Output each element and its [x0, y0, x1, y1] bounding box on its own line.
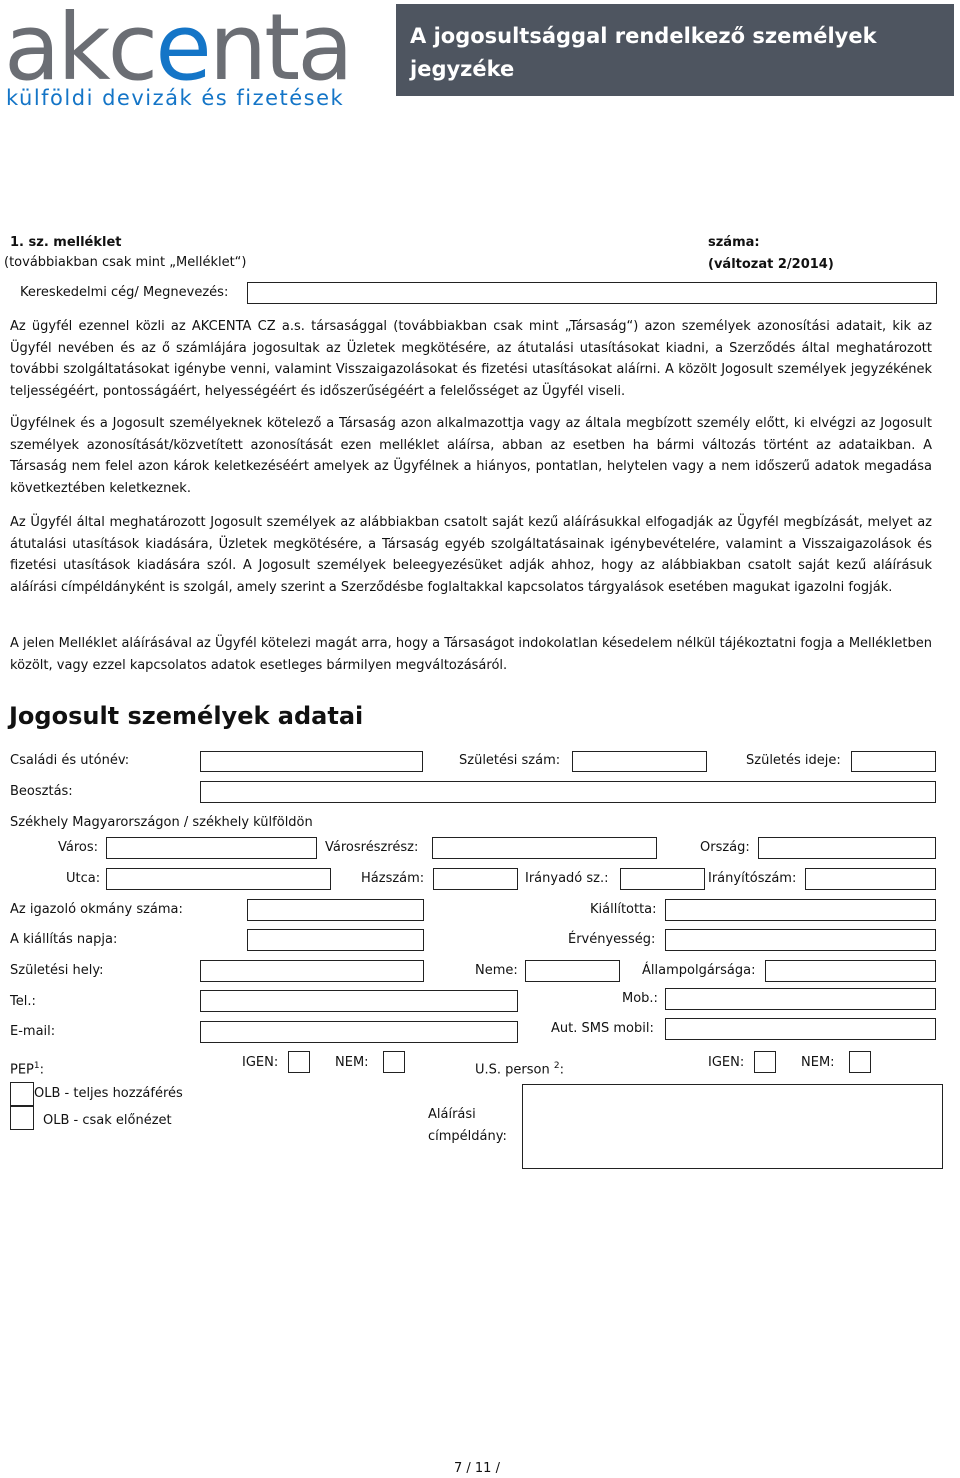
pep-no-label: NEM: — [335, 1055, 369, 1070]
pep-colon: : — [39, 1062, 45, 1078]
paragraph-2: Ügyfélnek és a Jogosult személyeknek kötelező a Társaság azon alkalmazottja vagy az általa megbízott személy előtt, ki elvégzi az Jogosult személyek azonosítását/közvetített azonosítását ezen melléklet aláírsa, abban az esetben ha bármi változás történt az adataikban. A Társaság nem felel azon károk keletkezéséért amelyek az Ügyfélnek a hiányos, pontatlan, helytelen vagy a nem időszerű adatok megadása következtében keletkeznek. — [10, 416, 932, 496]
logo-word-part3: nta — [208, 0, 351, 101]
logo-word-part1: akc — [4, 0, 156, 101]
signature-label-line2: címpéldány: — [428, 1129, 507, 1144]
street-label: Utca: — [66, 871, 101, 886]
issue-date-input[interactable] — [247, 929, 424, 951]
birthplace-label: Születési hely: — [10, 963, 104, 978]
city-input[interactable] — [106, 837, 317, 859]
house-label: Házszám: — [361, 871, 425, 886]
annex-szama-label: száma: — [708, 235, 760, 250]
id-number-input[interactable] — [247, 899, 424, 921]
validity-input[interactable] — [665, 929, 936, 951]
position-label: Beosztás: — [10, 784, 73, 799]
issuer-input[interactable] — [665, 899, 936, 921]
zip-input[interactable] — [805, 868, 936, 890]
us-yes-checkbox[interactable] — [754, 1051, 776, 1073]
position-input[interactable] — [200, 781, 936, 803]
sex-label: Neme: — [475, 963, 518, 978]
page-number: 7 / 11 / — [454, 1461, 500, 1476]
annex-version: (változat 2/2014) — [708, 257, 834, 272]
paragraph-1: Az ügyfél ezennel közli az AKCENTA CZ a.s. társasággal (továbbiakban csak mint „Társaság“) azon személyek azonosítási adatait, kik az Ügyfél nevében és az ő számlájára jogosultak az Üzletek megkötésére, az átutalási utasításokat kiadni, a Szerződés által meghatározott további szolgáltatásokat igénybe venni, valamint Visszaigazolásokat és fizetési utasításokat aláírni. A közölt Jogosult személyek jegyzékének teljességéért, pontosságáért, helyességéért és időszerűségéért a felelősséget az Ügyfél viseli. — [10, 319, 932, 399]
company-label: Kereskedelmi cég/ Megnevezés: — [20, 285, 229, 300]
sms-input[interactable] — [665, 1018, 936, 1040]
issuer-label: Kiállította: — [590, 902, 657, 917]
page-title-box — [396, 4, 954, 96]
citizenship-input[interactable] — [765, 960, 936, 982]
house-input[interactable] — [433, 868, 518, 890]
pep-footnote: 1 — [33, 1061, 40, 1071]
country-input[interactable] — [758, 837, 936, 859]
zip-label: Irányítószám: — [708, 871, 797, 886]
district-input[interactable] — [432, 837, 657, 859]
sex-input[interactable] — [525, 960, 620, 982]
country-label: Ország: — [700, 840, 750, 855]
company-input[interactable] — [247, 282, 937, 304]
issue-date-label: A kiállítás napja: — [10, 932, 118, 947]
sms-label: Aut. SMS mobil: — [551, 1021, 654, 1036]
validity-label: Érvényesség: — [568, 932, 656, 947]
signature-label-line1: Aláírási — [428, 1107, 476, 1122]
name-input[interactable] — [200, 751, 423, 772]
us-no-checkbox[interactable] — [849, 1051, 871, 1073]
us-no-label: NEM: — [801, 1055, 835, 1070]
district-label: Városrészrész: — [325, 840, 419, 855]
phone-label: Tel.: — [10, 994, 36, 1009]
citizenship-label: Állampolgársága: — [642, 963, 756, 978]
us-person-footnote: 2 — [553, 1061, 560, 1071]
us-person-label-text: U.S. person — [475, 1062, 550, 1078]
birth-number-label: Születési szám: — [459, 753, 561, 768]
zip-guide-input[interactable] — [620, 868, 705, 890]
phone-input[interactable] — [200, 990, 518, 1012]
logo-tagline: külföldi devizák és fizetések — [6, 86, 345, 110]
logo — [4, 0, 364, 112]
annex-number: 1. sz. melléklet — [10, 235, 122, 250]
id-number-label: Az igazoló okmány száma: — [10, 902, 183, 917]
email-label: E-mail: — [10, 1024, 56, 1039]
mobile-input[interactable] — [665, 988, 936, 1010]
city-label: Város: — [58, 840, 99, 855]
us-yes-label: IGEN: — [708, 1055, 745, 1070]
paragraph-4: A jelen Melléklet aláírásával az Ügyfél kötelezi magát arra, hogy a Társaságot indokolatlan késedelem nélkül tájékoztatni fogja a Mellékletben közölt, vagy ezzel kapcsolatos adatok esetleges bármilyen megváltozásáról. — [10, 636, 932, 673]
pep-label-text: PEP — [10, 1062, 34, 1078]
annex-note: (továbbiakban csak mint „Melléklet“) — [4, 255, 247, 270]
seat-label: Székhely Magyarországon / székhely külföldön — [10, 815, 313, 830]
email-input[interactable] — [200, 1021, 518, 1043]
signature-box[interactable] — [522, 1084, 943, 1169]
pep-label — [10, 1058, 44, 1078]
birthplace-input[interactable] — [200, 960, 424, 982]
olb-view-checkbox[interactable] — [10, 1106, 34, 1130]
us-person-label — [475, 1058, 564, 1078]
zip-guide-label: Irányadó sz.: — [525, 871, 609, 886]
mobile-label: Mob.: — [622, 991, 658, 1006]
name-label: Családi és utónév: — [10, 753, 130, 768]
pep-no-checkbox[interactable] — [383, 1051, 405, 1073]
birth-number-input[interactable] — [572, 751, 707, 772]
street-input[interactable] — [106, 868, 331, 890]
logo-word-part2: e — [155, 0, 209, 101]
pep-yes-checkbox[interactable] — [288, 1051, 310, 1073]
section-title: Jogosult személyek adatai — [9, 702, 364, 730]
olb-view-label: OLB - csak előnézet — [43, 1113, 172, 1128]
birth-date-label: Születés ideje: — [746, 753, 841, 768]
olb-full-label: OLB - teljes hozzáférés — [34, 1086, 183, 1101]
birth-date-input[interactable] — [851, 751, 936, 772]
pep-yes-label: IGEN: — [242, 1055, 279, 1070]
paragraph-3: Az Ügyfél által meghatározott Jogosult személyek az alábbiakban csatolt saját kezű aláírásukkal elfogadják az Ügyfél megbízását, melyet az átutalási utasítások kiadására, Üzletek megkötésére, a Társaság egyéb szolgáltatásainak igénybevételére, valamint a Visszaigazolások és fizetési utasítások kiadására szól. A Jogosult személyek beleegyezésüket adják ahhoz, hogy az alábbiakban csatolt saját kezű aláírásuk aláírási címpéldányként is szolgál, amely szerint a Szerződésbe foglaltakkal kapcsolatos tárgyalások esetében magukat igazolni fogják. — [10, 515, 932, 595]
page-title: A jogosultsággal rendelkező személyek jegyzéke — [410, 24, 877, 81]
us-person-colon: : — [559, 1062, 564, 1078]
olb-full-checkbox[interactable] — [10, 1082, 34, 1106]
